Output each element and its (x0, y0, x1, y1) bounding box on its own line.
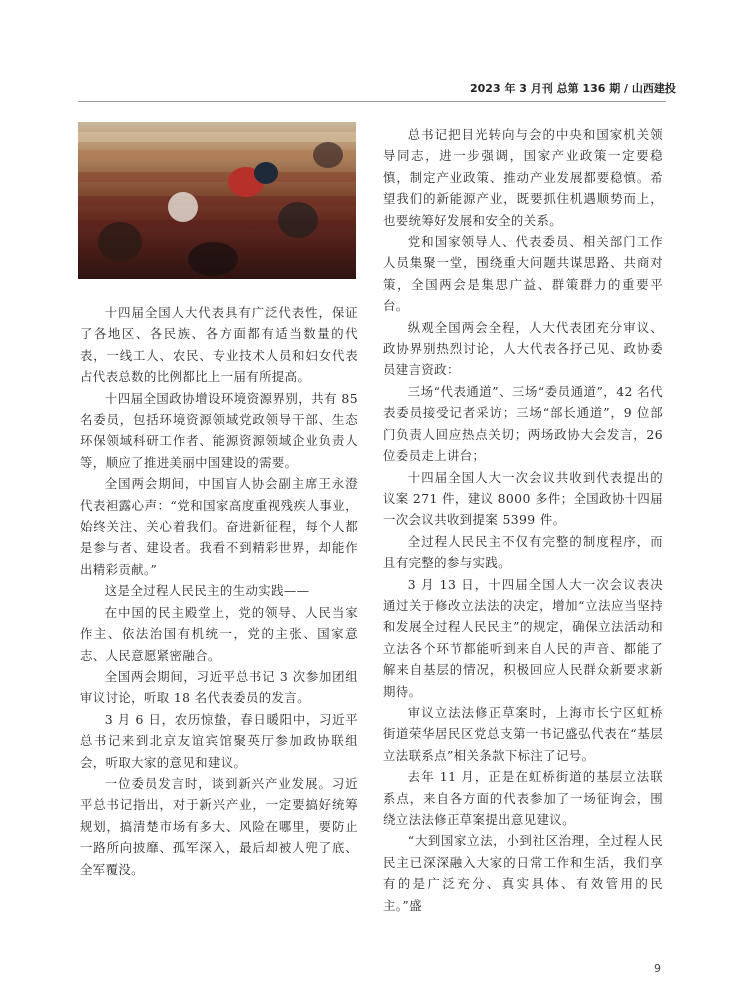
paragraph: 十四届全国政协增设环境资源界别，共有 85 名委员，包括环境资源领域党政领导干部、生态环保领域科研工作者、能源资源领域企业负责人等，顺应了推进美丽中国建设的需要。 (80, 390, 358, 470)
right-column (383, 124, 663, 916)
paragraph: 全过程人民民主不仅有完整的制度程序，而且有完整的参与实践。 (383, 533, 663, 571)
paragraph: 三场“代表通道”、三场“委员通道”，42 名代表委员接受记者采访；三场“部长通道”，9 位部门负责人回应热点关切；两场政协大会发言，26 位委员走上讲台； (383, 383, 663, 464)
paragraph: “大到国家立法，小到社区治理，全过程人民民主已深深融入大家的日常工作和生活，我们享有的是广泛充分、真实具体、有效管用的民主。”盛 (383, 833, 663, 913)
paragraph: 总书记把目光转向与会的中央和国家机关领导同志，进一步强调，国家产业政策一定要稳慎，制定产业政策、推动产业发展都要稳慎。希望我们的新能源产业，既要抓住机遇顺势而上，也要统筹好发展和安全的关系。 (383, 127, 663, 228)
paragraph: 十四届全国人大代表具有广泛代表性，保证了各地区、各民族、各方面都有适当数量的代表，一线工人、农民、专业技术人员和妇女代表占代表总数的比例都比上一届有所提高。 (80, 305, 358, 385)
paragraph: 十四届全国人大一次会议共收到代表提出的议案 271 件，建议 8000 多件；全国政协十四届一次会议共收到提案 5399 件。 (383, 469, 663, 528)
paragraph: 全国两会期间，习近平总书记 3 次参加团组审议讨论，听取 18 名代表委员的发言。 (80, 668, 358, 706)
paragraph: 3 月 6 日，农历惊蛰，春日暖阳中，习近平总书记来到北京友谊宾馆聚英厅参加政协联组会，听取大家的意见和建议。 (80, 711, 358, 770)
issue-header: 2023 年 3 月刊 总第 136 期 / 山西建投 (470, 82, 676, 95)
paragraph: 去年 11 月，正是在虹桥街道的基层立法联系点，来自各方面的代表参加了一场征询会，围绕立法法修正草案提出意见建议。 (383, 769, 663, 827)
paragraph: 纵观全国两会全程，人大代表团充分审议、政协界别热烈讨论，人大代表各抒己见、政协委员建言资政： (383, 319, 663, 378)
paragraph: 审议立法法修正草案时，上海市长宁区虹桥街道荣华居民区党总支第一书记盛弘代表在“基层立法联系点”相关条款下标注了记号。 (383, 704, 663, 763)
paragraph: 在中国的民主殿堂上，党的领导、人民当家作主、依法治国有机统一，党的主张、国家意志、人民意愿紧密融合。 (80, 604, 358, 663)
page-number: 9 (654, 962, 661, 975)
paragraph: 全国两会期间，中国盲人协会副主席王永澄代表袒露心声：“党和国家高度重视残疾人事业，始终关注、关心着我们。奋进新征程，每个人都是参与者、建设者。我看不到精彩世界，却能作出精彩贡献。” (80, 476, 358, 577)
left-column (80, 302, 358, 880)
paragraph: 一位委员发言时，谈到新兴产业发展。习近平总书记指出，对于新兴产业，一定要搞好统筹规划，搞清楚市场有多大、风险在哪里，要防止一路所向披靡、孤军深入，最后却被人兜了底、全军覆没。 (80, 775, 358, 877)
paragraph: 这是全过程人民民主的生动实践—— (104, 583, 310, 599)
paragraph: 党和国家领导人、代表委员、相关部门工作人员集聚一堂，围绕重大问题共谋思路、共商对策，全国两会是集思广益、群策群力的重要平台。 (383, 234, 663, 314)
paragraph: 3 月 13 日，十四届全国人大一次会议表决通过关于修改立法法的决定，增加“立法应当坚持和发展全过程人民民主”的规定，确保立法活动和立法各个环节都能听到来自人民的声音、都能了解来自基层的情况，积极回应人民群众新要求新期待。 (383, 576, 663, 699)
header-divider (78, 101, 666, 102)
photo-congress-hall (78, 122, 356, 279)
